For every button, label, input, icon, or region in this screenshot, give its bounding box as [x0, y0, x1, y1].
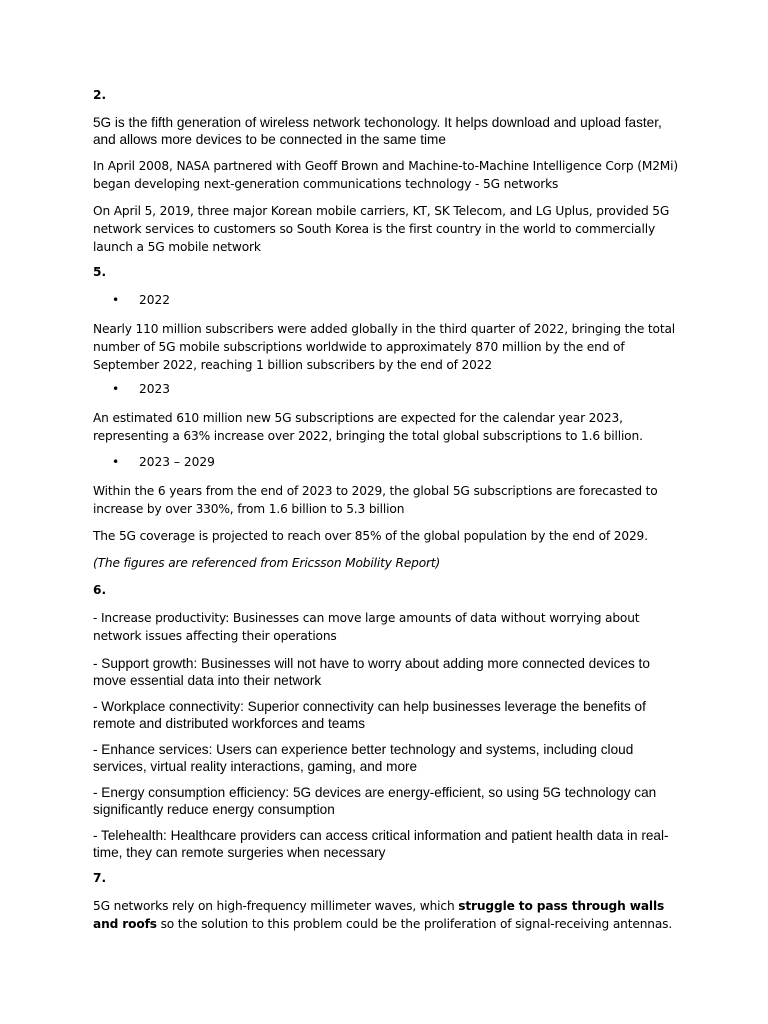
section5-paragraph-2: An estimated 610 million new 5G subscriptions are expected for the calendar year 2023, representing a 63% increase over 2022, bringing the total global subscriptions to 1.6 billion. — [93, 411, 643, 443]
section7-text-bold: struggle to pass through walls and roofs — [93, 899, 665, 931]
benefit-item-connectivity: - Workplace connectivity: Superior connectivity can help businesses leverage the benefits of remote and distributed workforces and teams — [93, 699, 646, 731]
section5-paragraph-4: The 5G coverage is projected to reach over 85% of the global population by the end of 2029. — [93, 529, 648, 543]
bullet-label: 2023 – 2029 — [139, 455, 215, 469]
section-number-6: 6. — [93, 583, 107, 597]
section5-paragraph-3: Within the 6 years from the end of 2023 to 2029, the global 5G subscriptions are forecasted to increase by over 330%, from 1.6 billion to 5.3 billion — [93, 484, 658, 516]
benefit-item-productivity: - Increase productivity: Businesses can move large amounts of data without worrying about network issues affecting their operations — [93, 611, 640, 643]
benefit-item-growth: - Support growth: Businesses will not have to worry about adding more connected devices to move essential data into their network — [93, 656, 650, 688]
benefit-item-telehealth: - Telehealth: Healthcare providers can access critical information and patient health data in real-time, they can remote surgeries when necessary — [93, 828, 669, 860]
section7-text-end: so the solution to this problem could be the proliferation of signal-receiving antennas. — [156, 917, 673, 931]
benefit-item-services: - Enhance services: Users can experience better technology and systems, including cloud services, virtual reality interactions, gaming, and more — [93, 742, 634, 774]
bullet-label: 2023 — [139, 382, 171, 396]
section7-text-start: 5G networks rely on high-frequency millimeter waves, which — [93, 899, 459, 913]
bullet-icon: • — [112, 455, 120, 469]
benefit-item-energy: - Energy consumption efficiency: 5G devices are energy-efficient, so using 5G technology can significantly reduce energy consumption — [93, 785, 657, 817]
bullet-label: 2022 — [139, 293, 171, 307]
bullet-icon: • — [112, 382, 120, 396]
section-number-7: 7. — [93, 871, 107, 885]
bullet-icon: • — [112, 293, 120, 307]
section5-paragraph-1: Nearly 110 million subscribers were added globally in the third quarter of 2022, bringing the total number of 5G mobile subscriptions worldwide to approximately 870 million by the end of September 2022, reaching 1 billion subscribers by the end of 2022 — [93, 322, 676, 372]
section5-source-note: (The figures are referenced from Ericsson Mobility Report) — [93, 556, 441, 570]
section7-paragraph — [93, 897, 683, 933]
section2-paragraph-1: 5G is the fifth generation of wireless network techonology. It helps download and upload faster, and allows more devices to be connected in the same time — [93, 115, 662, 147]
section-number-5: 5. — [93, 265, 107, 279]
section2-paragraph-3: On April 5, 2019, three major Korean mobile carriers, KT, SK Telecom, and LG Uplus, provided 5G network services to customers so South Korea is the first country in the world to commercially launch a 5G mobile network — [93, 204, 670, 254]
section2-paragraph-2: In April 2008, NASA partnered with Geoff Brown and Machine-to-Machine Intelligence Corp (M2Mi) began developing next-generation communications technology - 5G networks — [93, 159, 679, 191]
section-number-2: 2. — [93, 88, 107, 102]
